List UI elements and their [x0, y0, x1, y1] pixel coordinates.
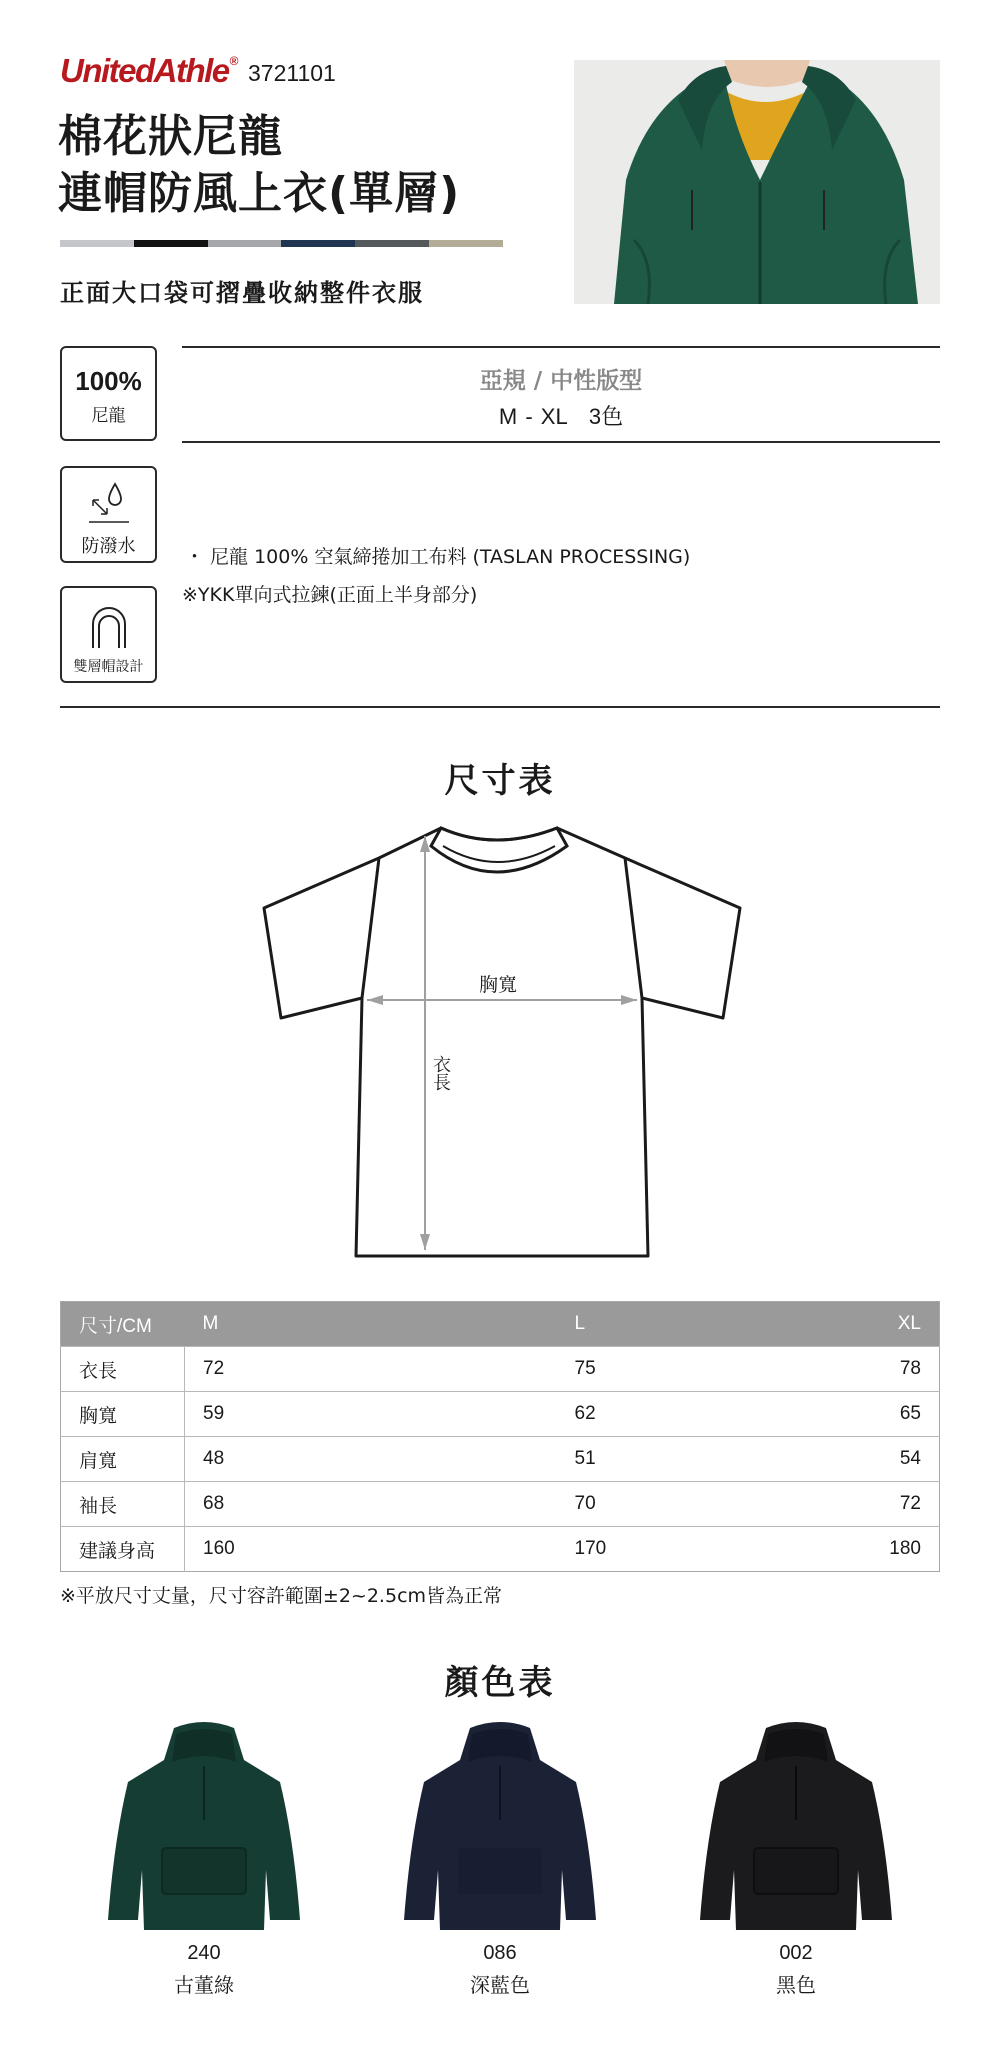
table-row: [61, 1392, 940, 1437]
title-line-2: 連帽防風上衣(單層): [58, 168, 461, 219]
jacket-navy-image: [400, 1720, 600, 1930]
color-swatch-black: [676, 1720, 916, 1998]
product-code: 3721101: [248, 60, 336, 86]
spec-divider-bottom: [60, 706, 940, 708]
color-code: 002: [779, 1942, 813, 1964]
hood-label: 雙層帽設計: [73, 659, 144, 675]
size-range: M - XL 3色: [498, 404, 624, 429]
brand-logo: UnitedAthle®: [60, 52, 238, 89]
color-name: 深藍色: [470, 1973, 530, 1997]
cell-value: 51: [445, 1437, 785, 1482]
length-label: 衣長: [430, 1055, 451, 1091]
chest-label: 胸寬: [479, 974, 518, 996]
cell-value: 68: [185, 1482, 445, 1527]
cell-value: 72: [785, 1482, 940, 1527]
header-cell: L: [445, 1302, 785, 1347]
jacket-green-image: [104, 1720, 304, 1930]
color-stripe-segment: [429, 240, 503, 247]
spec-divider-mid: [182, 441, 940, 443]
cell-value: 180: [785, 1527, 940, 1572]
cell-value: 170: [445, 1527, 785, 1572]
cell-value: 48: [185, 1437, 445, 1482]
color-stripe-segment: [134, 240, 208, 247]
table-row: [61, 1482, 940, 1527]
cell-value: 59: [185, 1392, 445, 1437]
table-row: [61, 1527, 940, 1572]
fit-type: 亞規 / 中性版型: [479, 368, 643, 394]
hood-icon: [79, 600, 139, 652]
waterproof-label: 防潑水: [81, 536, 136, 557]
header-cell: M: [185, 1302, 445, 1347]
color-swatch-green: [84, 1720, 324, 1998]
color-stripe-segment: [281, 240, 355, 247]
table-row: [61, 1437, 940, 1482]
row-label: 衣長: [61, 1347, 185, 1392]
product-photo: [574, 60, 940, 304]
row-label: 袖長: [61, 1482, 185, 1527]
color-stripe-segment: [355, 240, 429, 247]
color-chart-title: 顏色表: [444, 1663, 556, 1703]
cell-value: 62: [445, 1392, 785, 1437]
color-code: 240: [187, 1942, 221, 1964]
product-title: [58, 108, 460, 222]
color-name: 古董綠: [174, 1973, 234, 1997]
material-percent: 100%: [75, 366, 142, 396]
product-subtitle: 正面大口袋可摺疊收納整件衣服: [60, 279, 424, 307]
header-cell: XL: [785, 1302, 940, 1347]
fabric-description: ・ 尼龍 100% 空氣締捲加工布料 (TASLAN PROCESSING): [185, 546, 691, 568]
size-table: [60, 1301, 940, 1572]
cell-value: 54: [785, 1437, 940, 1482]
hood-badge: [60, 586, 157, 683]
title-line-1: 棉花狀尼龍: [58, 111, 283, 162]
size-table-header: [61, 1302, 940, 1347]
jacket-black-image: [696, 1720, 896, 1930]
size-diagram: [255, 820, 745, 1260]
row-label: 肩寬: [61, 1437, 185, 1482]
row-label: 建議身高: [61, 1527, 185, 1572]
header-cell: 尺寸/CM: [61, 1302, 185, 1347]
material-name: 尼龍: [91, 406, 126, 426]
color-code: 086: [483, 1942, 517, 1964]
measurement-note: ※平放尺寸丈量，尺寸容許範圍±2~2.5cm皆為正常: [60, 1585, 503, 1607]
color-stripe-segment: [208, 240, 282, 247]
cell-value: 70: [445, 1482, 785, 1527]
color-stripe-segment: [60, 240, 134, 247]
size-chart-title: 尺寸表: [444, 761, 556, 801]
material-badge: [60, 346, 157, 441]
water-drop-icon: [79, 478, 139, 530]
color-name: 黑色: [776, 1973, 816, 1997]
waterproof-badge: [60, 466, 157, 563]
cell-value: 160: [185, 1527, 445, 1572]
color-swatch-navy: [380, 1720, 620, 1998]
cell-value: 75: [445, 1347, 785, 1392]
zipper-description: ※YKK單向式拉鍊(正面上半身部分): [182, 584, 478, 606]
table-row: [61, 1347, 940, 1392]
cell-value: 72: [185, 1347, 445, 1392]
cell-value: 78: [785, 1347, 940, 1392]
spec-divider-top: [182, 346, 940, 348]
row-label: 胸寬: [61, 1392, 185, 1437]
color-stripe: [60, 240, 503, 247]
cell-value: 65: [785, 1392, 940, 1437]
